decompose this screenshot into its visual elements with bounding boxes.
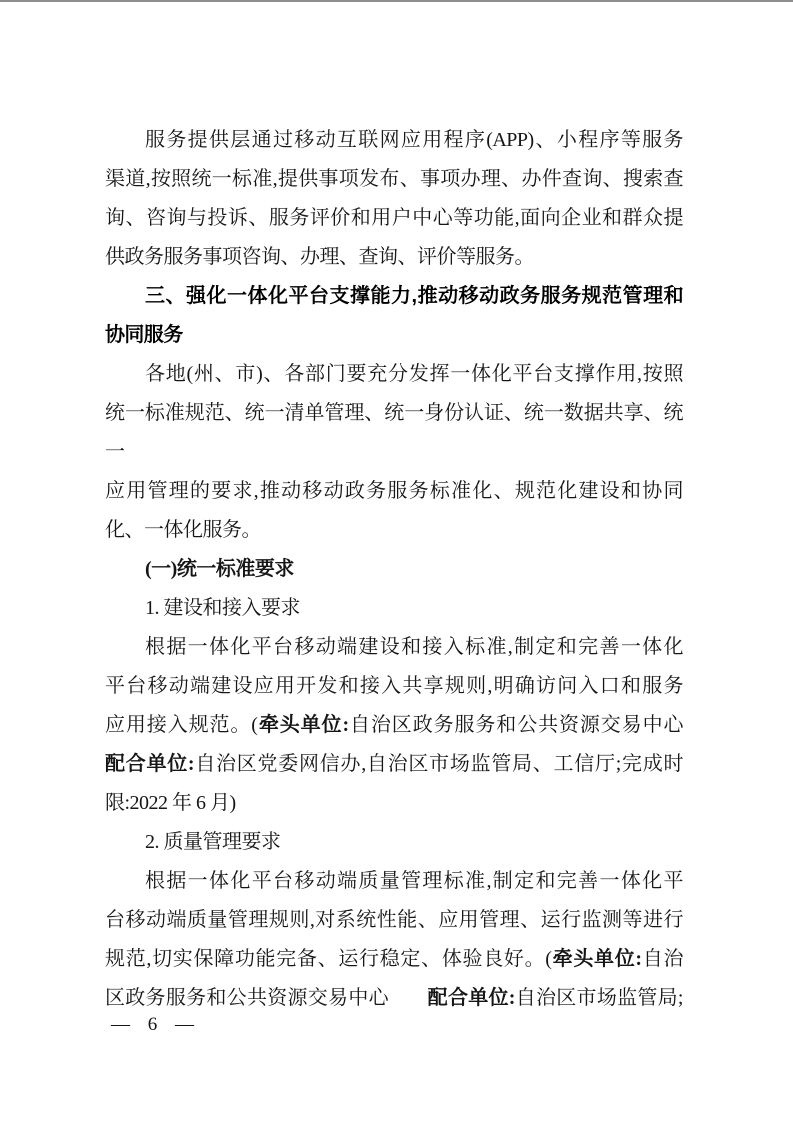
para4-line4-text: 区政务服务和公共资源交易中心 [105,987,389,1009]
item1-title: 1. 建设和接入要求 [145,597,300,619]
para3-line5: 限:2022 年 6 月) [105,792,236,814]
para4-line3-text2: 自治 [641,948,683,970]
para3-line4-text: 自治区党委网信办,自治区市场监管局、工信厅;完成时 [194,753,683,775]
para1-line4: 供政务服务事项咨询、办理、查询、评价等服务。 [105,246,534,268]
subsection-title: (一)统一标准要求 [145,558,294,580]
para3-line3-text2: 自治区政务服务和公共资源交易中心 [348,714,683,736]
para4-line2: 台移动端质量管理规则,对系统性能、应用管理、运行监测等进行 [105,909,683,931]
para4-line4-text2: 自治区市场监管局; [514,987,683,1009]
para3-line1: 根据一体化平台移动端建设和接入标准,制定和完善一体化 [145,636,683,658]
para3-line3-text: 应用接入规范。( [105,714,258,736]
para4-line3 [105,940,683,979]
para1-line3: 询、咨询与投诉、服务评价和用户中心等功能,面向企业和群众提 [105,207,683,229]
para3-line4 [105,745,683,784]
lead-unit-label: 牵头单位: [257,714,349,736]
para4-line3-text: 规范,切实保障功能完备、运行稳定、体验良好。( [105,948,552,970]
scan-top-edge-line [0,0,793,2]
section-heading-line1: 三、强化一体化平台支撑能力,推动移动政务服务规范管理和 [145,285,683,307]
para1-line1: 服务提供层通过移动互联网应用程序(APP)、小程序等服务 [145,129,683,151]
para3-line3 [105,706,683,745]
document-text-block [105,121,683,1038]
section-heading-line2: 协同服务 [105,324,183,346]
para2-line2: 统一标准规范、统一清单管理、统一身份认证、统一数据共享、统一 [105,402,683,463]
lead-unit-label: 牵头单位: [551,948,642,970]
para2-line1: 各地(州、市)、各部门要充分发挥一体化平台支撑作用,按照 [145,363,683,385]
cooperate-unit-label: 配合单位: [105,753,195,775]
para2-line4: 化、一体化服务。 [105,519,261,541]
para1-line2: 渠道,按照统一标准,提供事项发布、事项办理、办件查询、搜索查 [105,168,683,190]
cooperate-unit-label: 配合单位: [426,987,515,1009]
page-number: — 6 — [111,1014,198,1035]
para3-line2: 平台移动端建设应用开发和接入共享规则,明确访问入口和服务 [105,675,683,697]
para2-line3: 应用管理的要求,推动移动政务服务标准化、规范化建设和协同 [105,480,683,502]
para4-line1: 根据一体化平台移动端质量管理标准,制定和完善一体化平 [145,870,683,892]
item2-title: 2. 质量管理要求 [145,831,281,853]
